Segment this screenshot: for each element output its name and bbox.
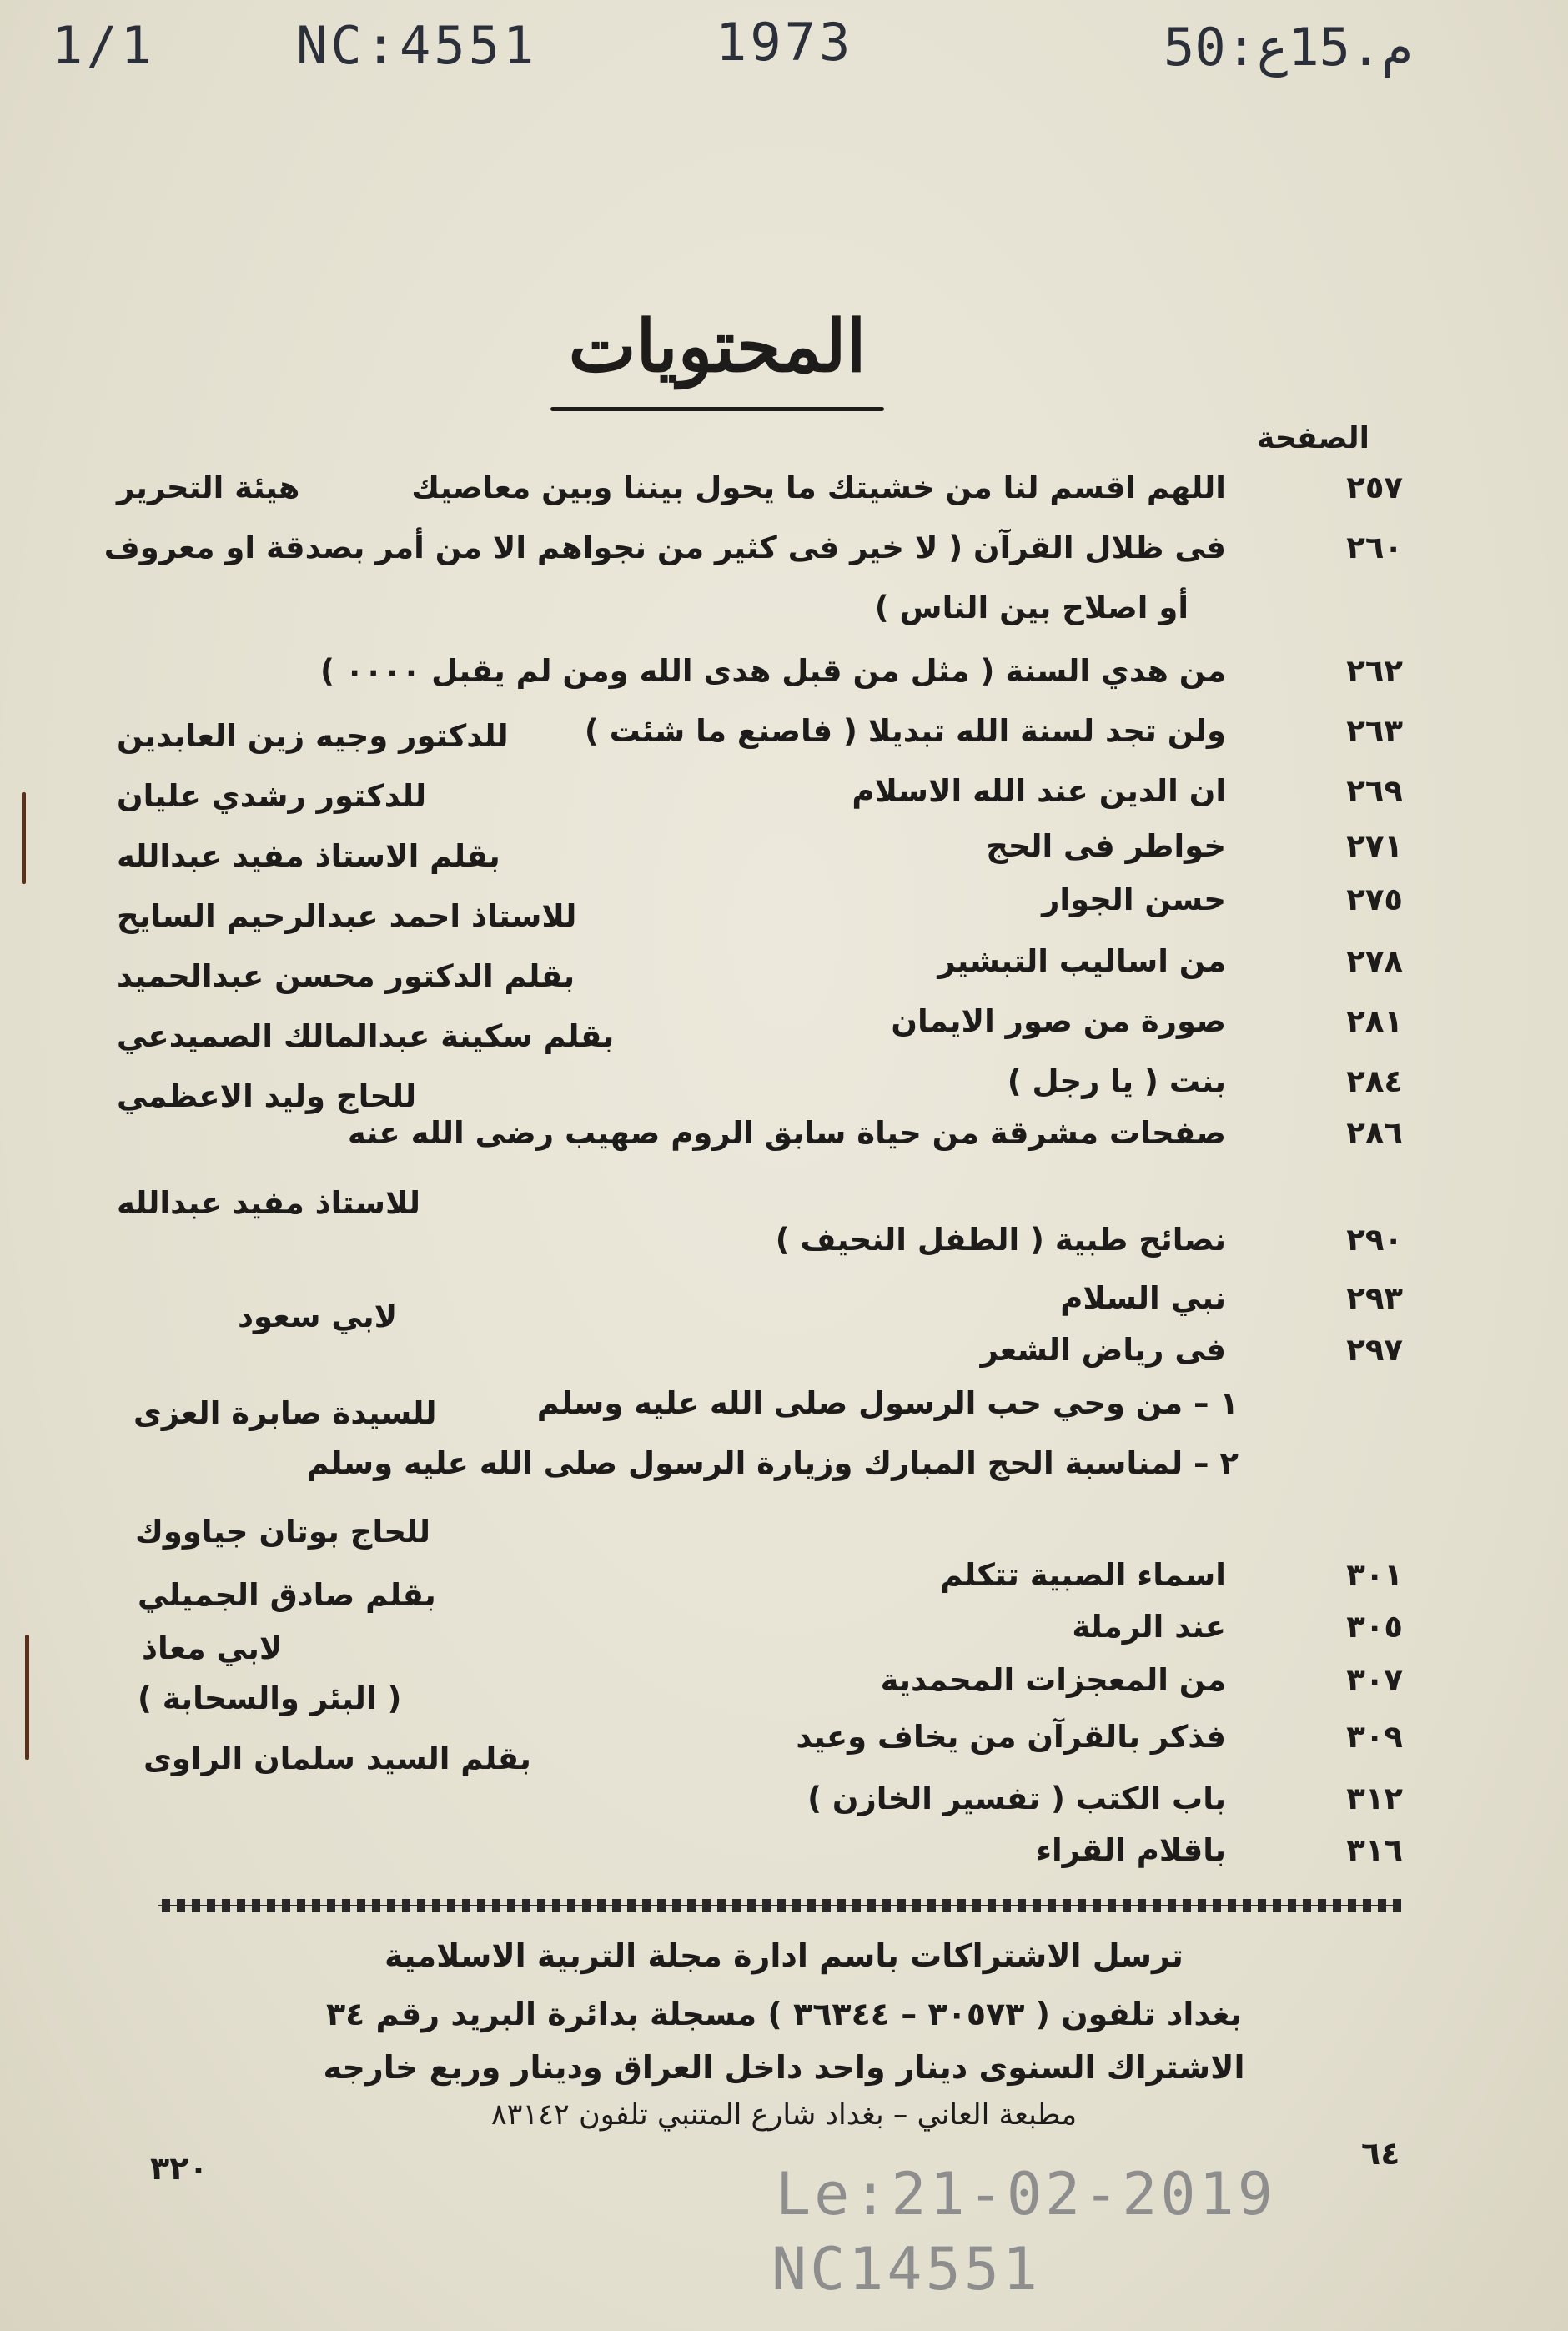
toc-page-number: ٢٩٠ xyxy=(1346,1222,1403,1258)
toc-page-number: ٢٩٧ xyxy=(1346,1332,1403,1368)
toc-page-number: ٣٠٩ xyxy=(1346,1719,1403,1755)
toc-title: ولن تجد لسنة الله تبديلا ( فاصنع ما شئت ) xyxy=(584,713,1226,749)
binding-thread-mark xyxy=(25,1635,29,1760)
page-column-header: الصفحة xyxy=(1256,421,1369,455)
toc-author: بقلم صادق الجميلي xyxy=(138,1577,436,1613)
handwritten-received-date: Le:21-02-2019 xyxy=(776,2160,1276,2228)
toc-subtitle: ١ – من وحي حب الرسول صلى الله عليه وسلم xyxy=(536,1385,1239,1421)
toc-page-number: ٢٩٣ xyxy=(1346,1280,1403,1316)
toc-author: بقلم الدكتور محسن عبدالحميد xyxy=(117,958,575,994)
toc-title: فى رياض الشعر xyxy=(980,1332,1226,1368)
binding-thread-mark xyxy=(22,792,26,884)
toc-author: للحاج بوتان جياووك xyxy=(135,1514,431,1550)
toc-title: عند الرملة xyxy=(1072,1609,1226,1645)
toc-title: اللهم اقسم لنا من خشيتك ما يحول بيننا وبين معاصيك xyxy=(411,470,1226,505)
toc-page-number: ٢٥٧ xyxy=(1346,470,1403,505)
toc-title: نبي السلام xyxy=(1060,1280,1226,1316)
toc-page-number: ٣٠٧ xyxy=(1346,1662,1403,1698)
toc-title: من هدي السنة ( مثل من قبل هدى الله ومن لم يقبل ٠٠٠٠ ) xyxy=(320,653,1226,689)
toc-author: بقلم سكينة عبدالمالك الصميدعي xyxy=(117,1018,615,1054)
toc-title: فذكر بالقرآن من يخاف وعيد xyxy=(796,1719,1226,1755)
toc-page-number: ٢٧٨ xyxy=(1346,943,1403,979)
toc-page-number: ٢٧٥ xyxy=(1346,882,1403,917)
handwritten-shelf-mark: م.15ع:50 xyxy=(1163,17,1413,78)
printer-info: مطبعة العاني – بغداد شارع المتنبي تلفون ٨٣١٤٢ xyxy=(490,2098,1078,2132)
toc-author: هيئة التحرير xyxy=(117,470,300,505)
toc-author: للدكتور رشدي عليان xyxy=(117,778,427,814)
toc-title: من اساليب التبشير xyxy=(937,943,1226,979)
toc-page-number: ٢٦٩ xyxy=(1346,773,1403,809)
toc-title: باقلام القراء xyxy=(1036,1832,1226,1868)
toc-author: ( البئر والسحابة ) xyxy=(138,1680,402,1716)
title-underline xyxy=(550,407,884,411)
toc-title: صورة من صور الايمان xyxy=(891,1003,1226,1039)
handwritten-catalog-code-bottom: NC14551 xyxy=(771,2235,1042,2303)
toc-author: بقلم الاستاذ مفيد عبدالله xyxy=(117,838,500,874)
toc-title: فى ظلال القرآن ( لا خير فى كثير من نجواهم الا من أمر بصدقة او معروف xyxy=(103,530,1226,565)
page-number-left: ٣٢٠ xyxy=(150,2150,209,2187)
toc-author: للدكتور وجيه زين العابدين xyxy=(117,718,509,754)
toc-author: للاستاذ مفيد عبدالله xyxy=(117,1185,421,1221)
toc-page-number: ٣٠٥ xyxy=(1346,1609,1403,1645)
toc-subtitle: ٢ – لمناسبة الحج المبارك وزيارة الرسول صلى الله عليه وسلم xyxy=(306,1445,1239,1481)
toc-author: للحاج وليد الاعظمي xyxy=(117,1078,417,1114)
toc-title: اسماء الصبية تتكلم xyxy=(940,1557,1226,1593)
toc-page-number: ٢٦٣ xyxy=(1346,713,1403,749)
toc-page-number: ٢٦٠ xyxy=(1346,530,1403,565)
contact-info: بغداد تلفون ( ٣٠٥٧٣ – ٣٦٣٤٤ ) مسجلة بدائرة البريد رقم ٣٤ xyxy=(325,1996,1243,2032)
subscription-price: الاشتراك السنوى دينار واحد داخل العراق ودينار وربع خارجه xyxy=(323,2049,1245,2086)
subscription-notice: ترسل الاشتراكات باسم ادارة مجلة التربية الاسلامية xyxy=(384,1937,1184,1974)
page-number-right: ٦٤ xyxy=(1361,2135,1400,2172)
handwritten-catalog-code: NC:4551 xyxy=(296,15,538,76)
toc-page-number: ٢٨٤ xyxy=(1346,1063,1403,1099)
toc-title: باب الكتب ( تفسير الخازن ) xyxy=(807,1781,1226,1816)
toc-page-number: ٣٠١ xyxy=(1346,1557,1403,1593)
handwritten-year: 1973 xyxy=(716,12,854,73)
toc-page-number: ٣١٦ xyxy=(1346,1832,1403,1868)
toc-author: بقلم السيد سلمان الراوى xyxy=(143,1741,531,1776)
toc-title: صفحات مشرقة من حياة سابق الروم صهيب رضى الله عنه xyxy=(347,1115,1226,1151)
toc-title: ان الدين عند الله الاسلام xyxy=(852,773,1226,809)
toc-author: لابي معاذ xyxy=(142,1630,283,1666)
toc-page-number: ٢٨٦ xyxy=(1346,1115,1403,1151)
toc-title: من المعجزات المحمدية xyxy=(880,1662,1226,1698)
toc-title: بنت ( يا رجل ) xyxy=(1007,1063,1226,1099)
toc-author: لابي سعود xyxy=(238,1299,398,1334)
handwritten-fraction: 1/1 xyxy=(52,15,155,76)
toc-page-number: ٢٧١ xyxy=(1346,828,1403,864)
toc-page-number: ٢٨١ xyxy=(1346,1003,1403,1039)
toc-title-continuation: أو اصلاح بين الناس ) xyxy=(874,590,1189,625)
toc-page-number: ٣١٢ xyxy=(1346,1781,1403,1816)
toc-page-number: ٢٦٢ xyxy=(1346,653,1403,689)
toc-title: خواطر فى الحج xyxy=(986,828,1226,864)
page-title: المحتويات xyxy=(568,304,867,389)
toc-author: للاستاذ احمد عبدالرحيم السايح xyxy=(117,898,577,934)
ornamental-separator xyxy=(158,1899,1401,1912)
toc-title: نصائح طبية ( الطفل النحيف ) xyxy=(775,1222,1226,1258)
toc-title: حسن الجوار xyxy=(1042,882,1226,917)
toc-author: للسيدة صابرة العزى xyxy=(133,1395,437,1431)
